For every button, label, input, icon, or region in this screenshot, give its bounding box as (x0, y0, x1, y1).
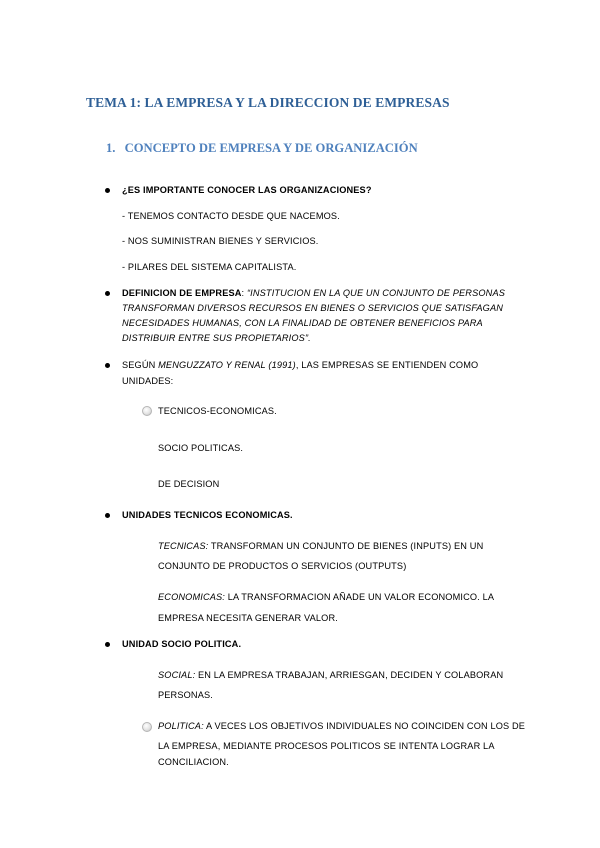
tecnicas-line-2: CONJUNTO DE PRODUCTOS O SERVICIOS (OUTPUTS) (158, 561, 407, 571)
politica-line-3: CONCILIACION. (158, 757, 229, 767)
politica-line-1 (158, 721, 525, 731)
section-number: 1. (106, 141, 116, 155)
tecnicas-label: TECNICAS: (158, 541, 209, 551)
definicion-sep: : (241, 288, 245, 298)
definicion-line-1 (122, 288, 505, 298)
economicas-line-1 (158, 592, 494, 602)
q1-heading: ¿ES IMPORTANTE CONOCER LAS ORGANIZACIONES? (122, 185, 372, 195)
definicion-line: DISTRIBUIR ENTRE SUS PROPIETARIOS”. (122, 333, 311, 343)
radio-circle-icon (142, 722, 152, 732)
segun-line-1 (122, 360, 478, 370)
economicas-text: LA TRANSFORMACION AÑADE UN VALOR ECONOMICO. LA (225, 592, 495, 602)
economicas-label: ECONOMICAS: (158, 592, 225, 602)
segun-authors: MENGUZZATO Y RENAL (1991) (158, 360, 296, 370)
tecnicas-text: TRANSFORMAN UN CONJUNTO DE BIENES (INPUTS) EN UN (208, 541, 484, 551)
social-label: SOCIAL: (158, 670, 196, 680)
page-title: TEMA 1: LA EMPRESA Y LA DIRECCION DE EMPRESAS (86, 95, 450, 110)
unit-item: DE DECISION (158, 479, 220, 489)
bullet-icon (105, 188, 110, 193)
q1-item: - NOS SUMINISTRAN BIENES Y SERVICIOS. (122, 236, 319, 246)
segun-pre: SEGÚN (122, 360, 159, 370)
bullet-icon (105, 291, 110, 296)
bullet-icon (105, 363, 110, 368)
tecnicas-line-1 (158, 541, 483, 551)
politica-line-2: LA EMPRESA, MEDIANTE PROCESOS POLITICOS SE INTENTA LOGRAR LA (158, 741, 495, 751)
definicion-line: NECESIDADES HUMANAS, CON LA FINALIDAD DE OBTENER BENEFICIOS PARA (122, 318, 483, 328)
definicion-line: TRANSFORMAN DIVERSOS RECURSOS EN BIENES O SERVICIOS QUE SATISFAGAN (122, 303, 504, 313)
radio-circle-icon (142, 406, 152, 416)
definicion-label: DEFINICION DE EMPRESA (122, 288, 242, 298)
segun-line-2: UNIDADES: (122, 376, 174, 386)
socio-heading: UNIDAD SOCIO POLITICA. (122, 639, 242, 649)
definicion-text: “INSTITUCION EN LA QUE UN CONJUNTO DE PERSONAS (246, 288, 506, 298)
social-line-2: PERSONAS. (158, 690, 213, 700)
politica-text: A VECES LOS OBJETIVOS INDIVIDUALES NO COINCIDEN CON LOS DE (203, 721, 526, 731)
bullet-icon (105, 642, 110, 647)
social-line-1 (158, 670, 503, 680)
section-label: CONCEPTO DE EMPRESA Y DE ORGANIZACIÓN (124, 141, 418, 155)
bullet-icon (105, 513, 110, 518)
politica-label: POLITICA: (158, 721, 204, 731)
q1-item: - TENEMOS CONTACTO DESDE QUE NACEMOS. (122, 211, 340, 221)
section-heading (106, 141, 418, 156)
social-text: EN LA EMPRESA TRABAJAN, ARRIESGAN, DECIDEN Y COLABORAN (195, 670, 504, 680)
segun-post: , LAS EMPRESAS SE ENTIENDEN COMO (295, 360, 479, 370)
tecnicos-heading: UNIDADES TECNICOS ECONOMICAS. (122, 510, 293, 520)
unit-item: TECNICOS-ECONOMICAS. (158, 406, 277, 416)
unit-item: SOCIO POLITICAS. (158, 443, 244, 453)
q1-item: - PILARES DEL SISTEMA CAPITALISTA. (122, 262, 297, 272)
economicas-line-2: EMPRESA NECESITA GENERAR VALOR. (158, 613, 338, 623)
